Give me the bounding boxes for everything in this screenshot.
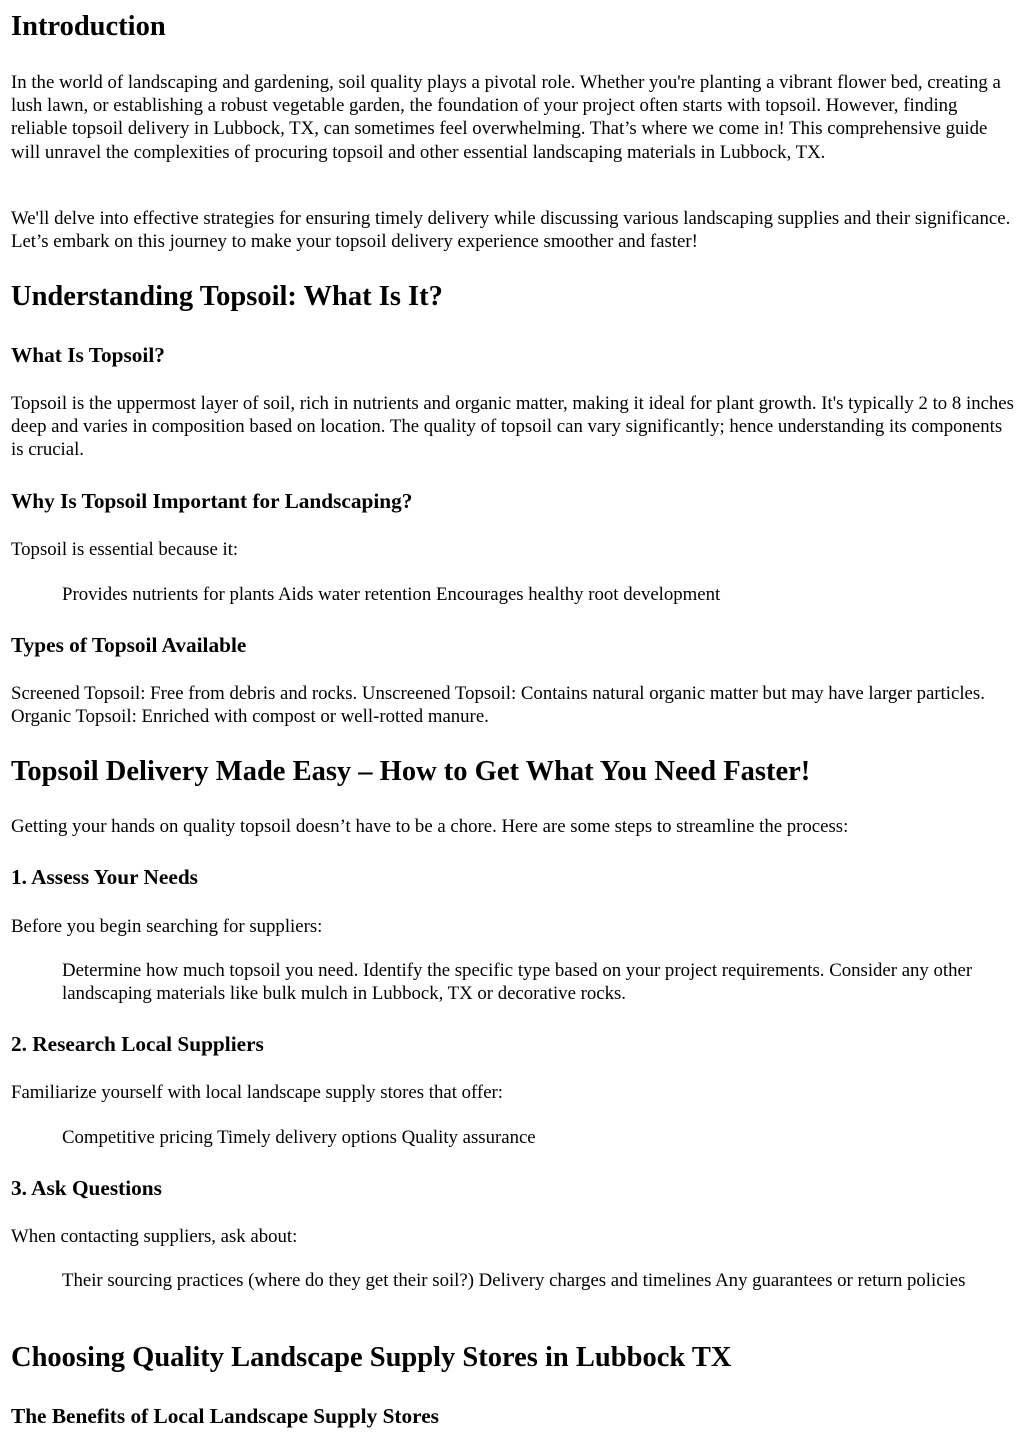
ask-questions-quote: Their sourcing practices (where do they get their soil?) Delivery charges and timelines Any guarantees or return policies <box>62 1270 966 1291</box>
heading-research-suppliers: 2. Research Local Suppliers <box>11 1032 264 1056</box>
intro-paragraph-1: In the world of landscaping and gardening, soil quality plays a pivotal role. Whether you're planting a vibrant flower bed, creating a lush lawn, or establishing a robust vegetable garden, the foundation of your project often starts with topsoil. However, finding reliable topsoil delivery in Lubbock, TX, can sometimes feel overwhelming. That’s where we come in! This comprehensive guide will unravel the complexities of procuring topsoil and other essential landscaping materials in Lubbock, TX. <box>11 72 1001 163</box>
intro-paragraph-2: We'll delve into effective strategies for ensuring timely delivery while discussing various landscaping supplies and their significance. Let’s embark on this journey to make your topsoil delivery experience smoother and faster! <box>11 208 1011 253</box>
research-suppliers-quote: Competitive pricing Timely delivery options Quality assurance <box>62 1127 536 1148</box>
heading-why-topsoil-important: Why Is Topsoil Important for Landscaping? <box>11 489 413 513</box>
delivery-intro: Getting your hands on quality topsoil doesn’t have to be a chore. Here are some steps to streamline the process: <box>11 816 849 837</box>
assess-needs-text: Before you begin searching for suppliers: <box>11 916 323 937</box>
heading-what-is-topsoil: What Is Topsoil? <box>11 343 165 367</box>
heading-assess-needs: 1. Assess Your Needs <box>11 865 198 889</box>
why-topsoil-text: Topsoil is essential because it: <box>11 539 239 560</box>
why-topsoil-quote: Provides nutrients for plants Aids water retention Encourages healthy root development <box>62 584 721 605</box>
assess-needs-quote: Determine how much topsoil you need. Identify the specific type based on your project requirements. Consider any other landscaping materials like bulk mulch in Lubbock, TX or decorative rocks. <box>62 960 973 1005</box>
heading-benefits-local-stores: The Benefits of Local Landscape Supply Stores <box>11 1404 439 1428</box>
heading-topsoil-delivery: Topsoil Delivery Made Easy – How to Get What You Need Faster! <box>11 756 811 787</box>
heading-introduction: Introduction <box>11 11 166 42</box>
heading-ask-questions: 3. Ask Questions <box>11 1176 162 1200</box>
research-suppliers-text: Familiarize yourself with local landscape supply stores that offer: <box>11 1082 503 1103</box>
heading-choosing-supply-stores: Choosing Quality Landscape Supply Stores in Lubbock TX <box>11 1342 732 1373</box>
types-of-topsoil-text: Screened Topsoil: Free from debris and rocks. Unscreened Topsoil: Contains natural organic matter but may have larger particles. Organic Topsoil: Enriched with compost or well-rotted manure. <box>11 683 985 728</box>
heading-understanding-topsoil: Understanding Topsoil: What Is It? <box>11 281 443 312</box>
what-is-topsoil-text: Topsoil is the uppermost layer of soil, rich in nutrients and organic matter, making it ideal for plant growth. It's typically 2 to 8 inches deep and varies in composition based on location. The quality of topsoil can vary significantly; hence understanding its components is crucial. <box>11 393 1014 461</box>
heading-types-of-topsoil: Types of Topsoil Available <box>11 633 247 657</box>
ask-questions-text: When contacting suppliers, ask about: <box>11 1226 298 1247</box>
